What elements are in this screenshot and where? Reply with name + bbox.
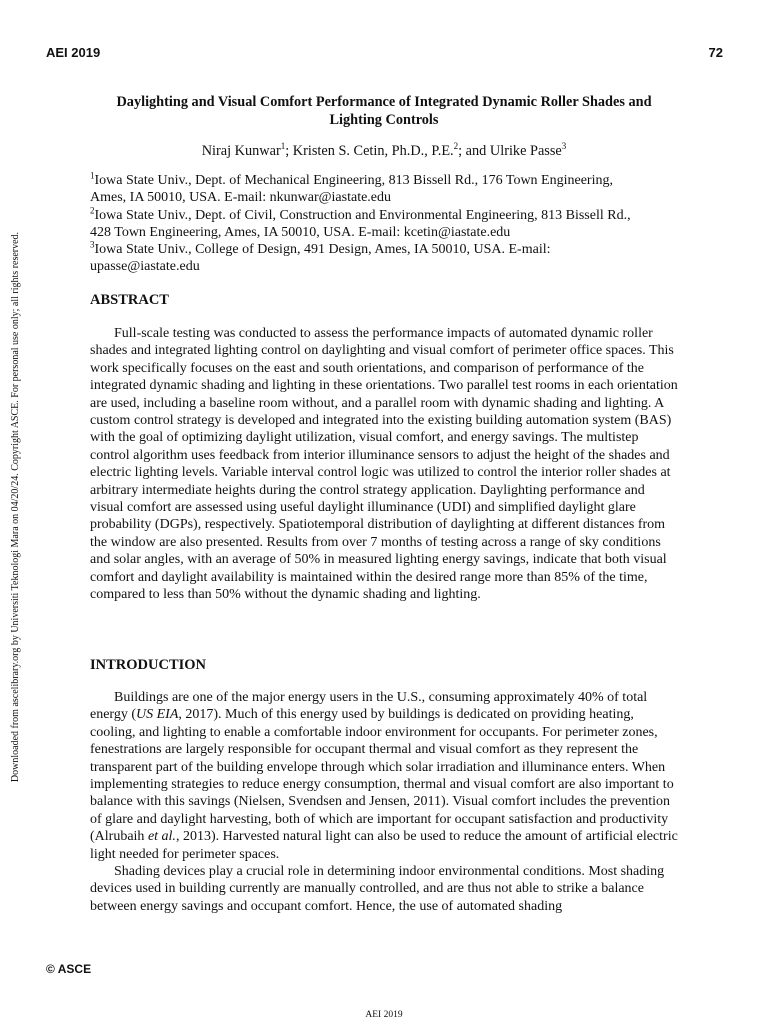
copyright-footer: © ASCE (46, 962, 92, 976)
affiliation-3: $^3$Iowa State Univ., College of Design, 491 Design, Ames, IA 50010, USA. E-mail: upasse@iastate.edu (90, 239, 551, 275)
abstract-heading: ABSTRACT (90, 292, 169, 308)
author-3-sup: 3 (561, 141, 567, 152)
author-1: Niraj Kunwar (201, 143, 281, 159)
affiliation-2: $^2$Iowa State Univ., Dept. of Civil, Construction and Environmental Engineering, 813 Bissell Rd., 428 Town Engineering, Ames, IA 50010, USA. E-mail: kcetin@iastate.edu (90, 204, 631, 240)
introduction-heading: INTRODUCTION (90, 657, 207, 673)
introduction-body (90, 689, 678, 915)
page-number: 72 (708, 45, 723, 60)
abstract-body (90, 325, 678, 604)
affiliation-1: $^1$Iowa State Univ., Dept. of Mechanical Engineering, 813 Bissell Rd., 176 Town Engineering, Ames, IA 50010, USA. E-mail: nkunwar@iastate.edu (90, 170, 613, 206)
running-header-left: AEI 2019 (46, 45, 101, 60)
author-3: ; and Ulrike Passe (458, 143, 562, 159)
title-line-2: Lighting Controls (329, 112, 439, 128)
download-notice: Downloaded from ascelibrary.org by Universiti Teknologi Mara on 04/20/24. Copyright ASCE. For personal use only; all rights reserved. (10, 231, 21, 783)
title-line-1: Daylighting and Visual Comfort Performance of Integrated Dynamic Roller Shades and (116, 94, 652, 110)
affiliations (90, 172, 680, 276)
author-2-sup: 2 (453, 141, 459, 152)
intro-paragraph-2: Shading devices play a crucial role in determining indoor environmental conditions. Most shading devices used in building currently are manually controlled, and are thus not able to strike a balance between energy savings and occupant comfort. Hence, the use of automated shading (90, 864, 665, 914)
author-2: ; Kristen S. Cetin, Ph.D., P.E. (285, 143, 454, 159)
running-footer: AEI 2019 (365, 1010, 403, 1020)
author-list (90, 142, 678, 160)
paper-title (90, 93, 678, 129)
intro-paragraph-1: Buildings are one of the major energy users in the U.S., consuming approximately 40% of total energy (US EIA, 2017). Much of this energy used by buildings is dedicated on providing heating, cooling, and lighting to enable a comfortable indoor environment for occupants. For perimeter zones, fenestrations are largely responsible for occupant thermal and visual comfort as they represent the transparent part of the building envelope through which solar irradiation and illuminance enters. When implementing strategies to reduce energy consumption, thermal and visual comfort are also important to balance with this savings (Nielsen, Svendsen and Jensen, 2011). Visual comfort includes the prevention of glare and daylight harvesting, both of which are important for occupant satisfaction and productivity (Alrubaih et al., 2013). Harvested natural light can also be used to reduce the amount of artificial electric light needed for perimeter spaces. (90, 690, 678, 862)
abstract-paragraph: Full-scale testing was conducted to assess the performance impacts of automated dynamic roller shades and integrated lighting control on daylighting and visual comfort of perimeter office spaces. This work specifically focuses on the east and south orientations, and comparison of performance of the integrated dynamic shading and lighting in these orientations. Two parallel test rooms in each orientation are used, including a baseline room without, and a parallel room with dynamic shading and lighting. A custom control strategy is developed and integrated into the existing building automation system (BAS) with the goal of optimizing daylight utilization, visual comfort, and energy savings. The multistep control algorithm uses feedback from interior illuminance sensors to adjust the height of the shades and electric lighting levels. Variable interval control logic was utilized to control the interior roller shades at arbitrary intermediate heights during the control strategy application. Daylighting performance and visual comfort are assessed using useful daylight illuminance (UDI) and simplified daylight glare probability (DGPs), respectively. Spatiotemporal distribution of daylighting at different distances from the window are also presented. Results from over 7 months of testing across a range of sky conditions and solar angles, with an average of 50% in measured lighting energy savings, indicate that both visual comfort and daylight availability is maintained within the desired range more than 85% of the time, compared to less than 50% without the dynamic shading and lighting. (90, 326, 678, 603)
author-1-sup: 1 (280, 141, 286, 152)
